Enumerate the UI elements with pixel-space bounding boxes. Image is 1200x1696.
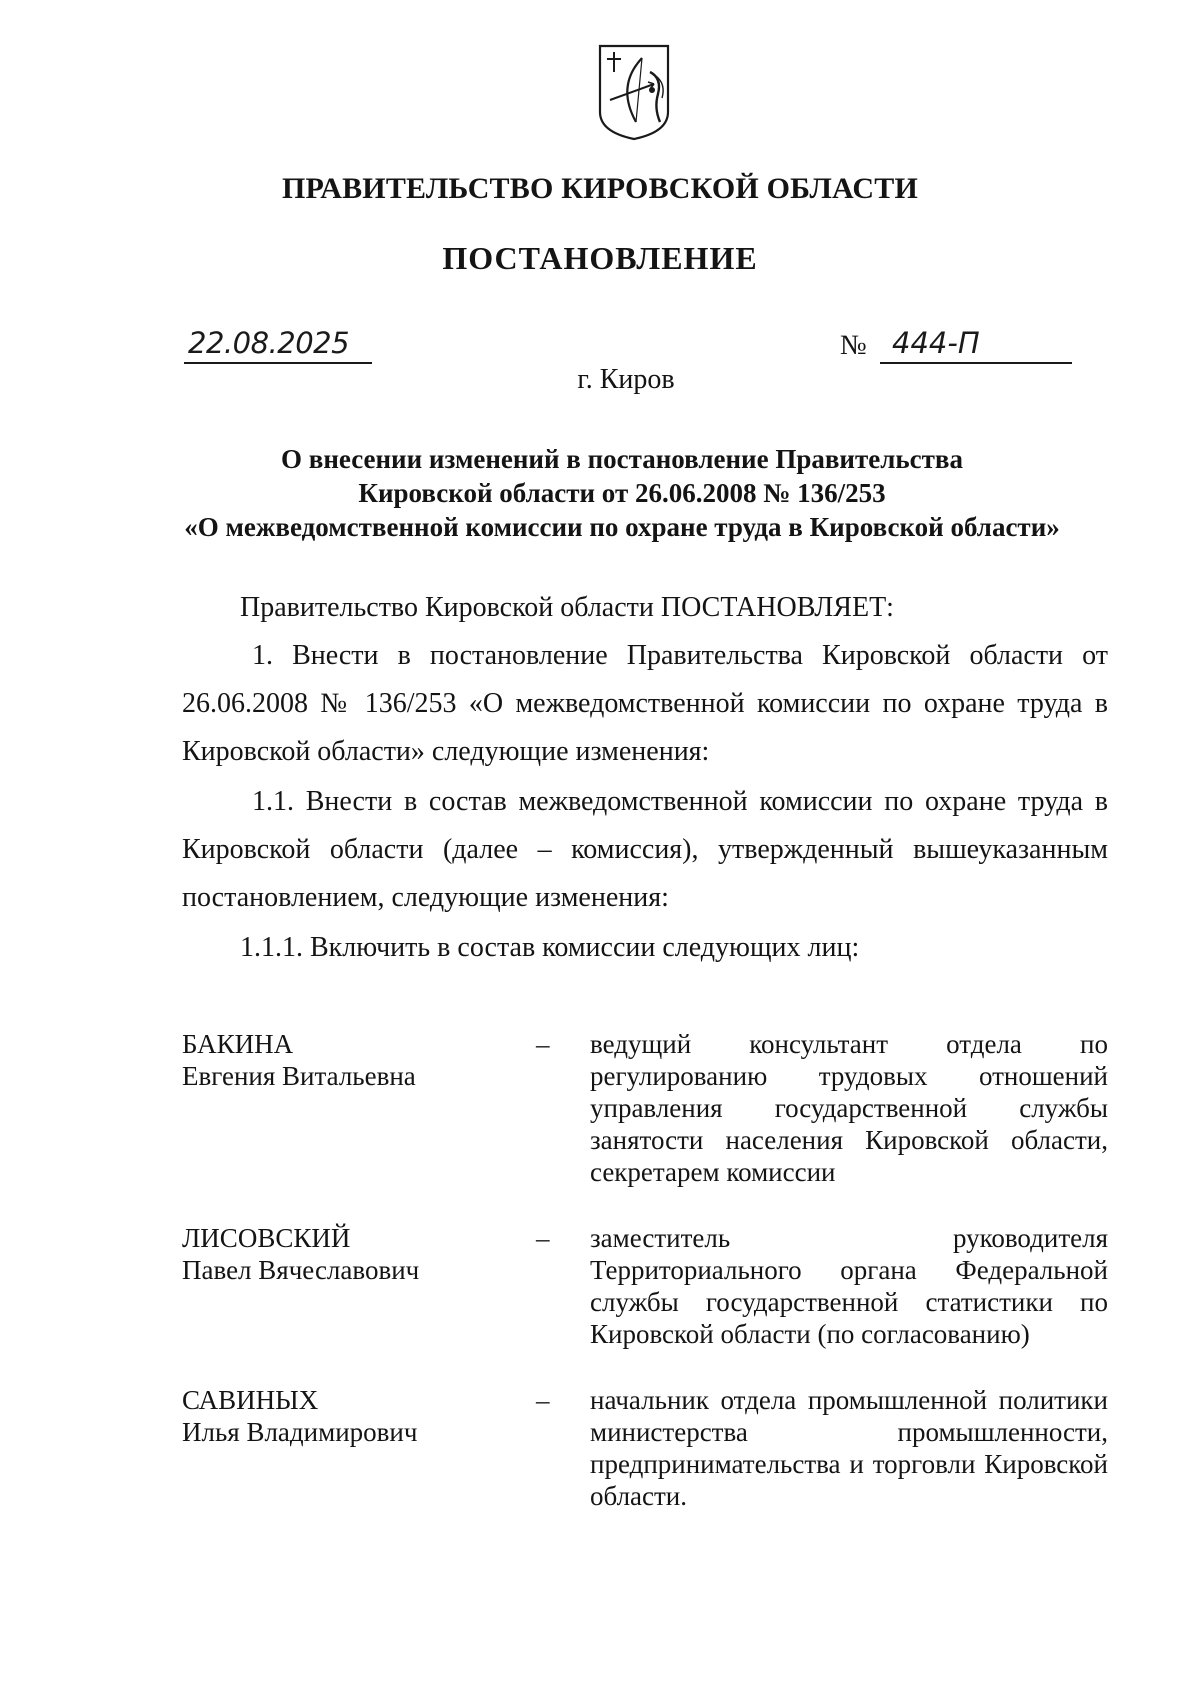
paragraph-item-1-1-1: 1.1.1. Включить в состав комиссии следующих лиц: <box>240 932 860 963</box>
paragraph-text: 1. Внести в постановление Правительства Кировской области от 26.06.2008 № 136/253 «О межведомственной комиссии по охране труда в Кировской области» следующие изменения: <box>182 640 1108 767</box>
document-date: 22.08.2025 <box>188 326 350 360</box>
city-label: г. Киров <box>577 364 675 395</box>
paragraph-item-1 <box>182 632 1108 776</box>
document-number: 444-П <box>892 326 980 360</box>
date-field <box>184 328 372 364</box>
document-subject <box>140 442 1104 544</box>
coat-of-arms-emblem <box>596 42 672 142</box>
member-role: заместитель руководителя Территориального органа Федеральной службы государственной статистики по Кировской области (по согласованию) <box>590 1223 1108 1349</box>
intro-paragraph: Правительство Кировской области ПОСТАНОВЛЯЕТ: <box>240 592 894 623</box>
member-name <box>182 1384 522 1448</box>
organization-title: ПРАВИТЕЛЬСТВО КИРОВСКОЙ ОБЛАСТИ <box>282 172 918 205</box>
member-name <box>182 1028 522 1092</box>
document-type-title: ПОСТАНОВЛЕНИЕ <box>442 240 758 276</box>
paragraph-text: 1.1. Внести в состав межведомственной комиссии по охране труда в Кировской области (далее – комиссия), утвержденный вышеуказанным постановлением, следующие изменения: <box>182 786 1108 913</box>
subject-line: О внесении изменений в постановление Правительства <box>281 444 963 474</box>
member-role: ведущий консультант отдела по регулированию трудовых отношений управления государственной службы занятости населения Кировской области, секретарем комиссии <box>590 1029 1108 1187</box>
member-dash: – <box>536 1385 550 1415</box>
member-name <box>182 1222 522 1286</box>
member-given-names: Евгения Витальевна <box>182 1061 416 1091</box>
member-surname: САВИНЫХ <box>182 1385 319 1415</box>
member-surname: БАКИНА <box>182 1029 294 1059</box>
subject-line: «О межведомственной комиссии по охране труда в Кировской области» <box>184 512 1060 542</box>
member-surname: ЛИСОВСКИЙ <box>182 1223 351 1253</box>
paragraph-item-1-1 <box>182 778 1108 922</box>
member-dash: – <box>536 1223 550 1253</box>
member-role: начальник отдела промышленной политики министерства промышленности, предпринимательства и торговли Кировской области. <box>590 1385 1108 1511</box>
number-field <box>880 328 1072 364</box>
member-given-names: Илья Владимирович <box>182 1417 418 1447</box>
member-given-names: Павел Вячеславович <box>182 1255 420 1285</box>
coat-of-arms-icon <box>596 42 672 142</box>
subject-line: Кировской области от 26.06.2008 № 136/253 <box>358 478 886 508</box>
number-label: № <box>840 330 867 361</box>
member-dash: – <box>536 1029 550 1059</box>
